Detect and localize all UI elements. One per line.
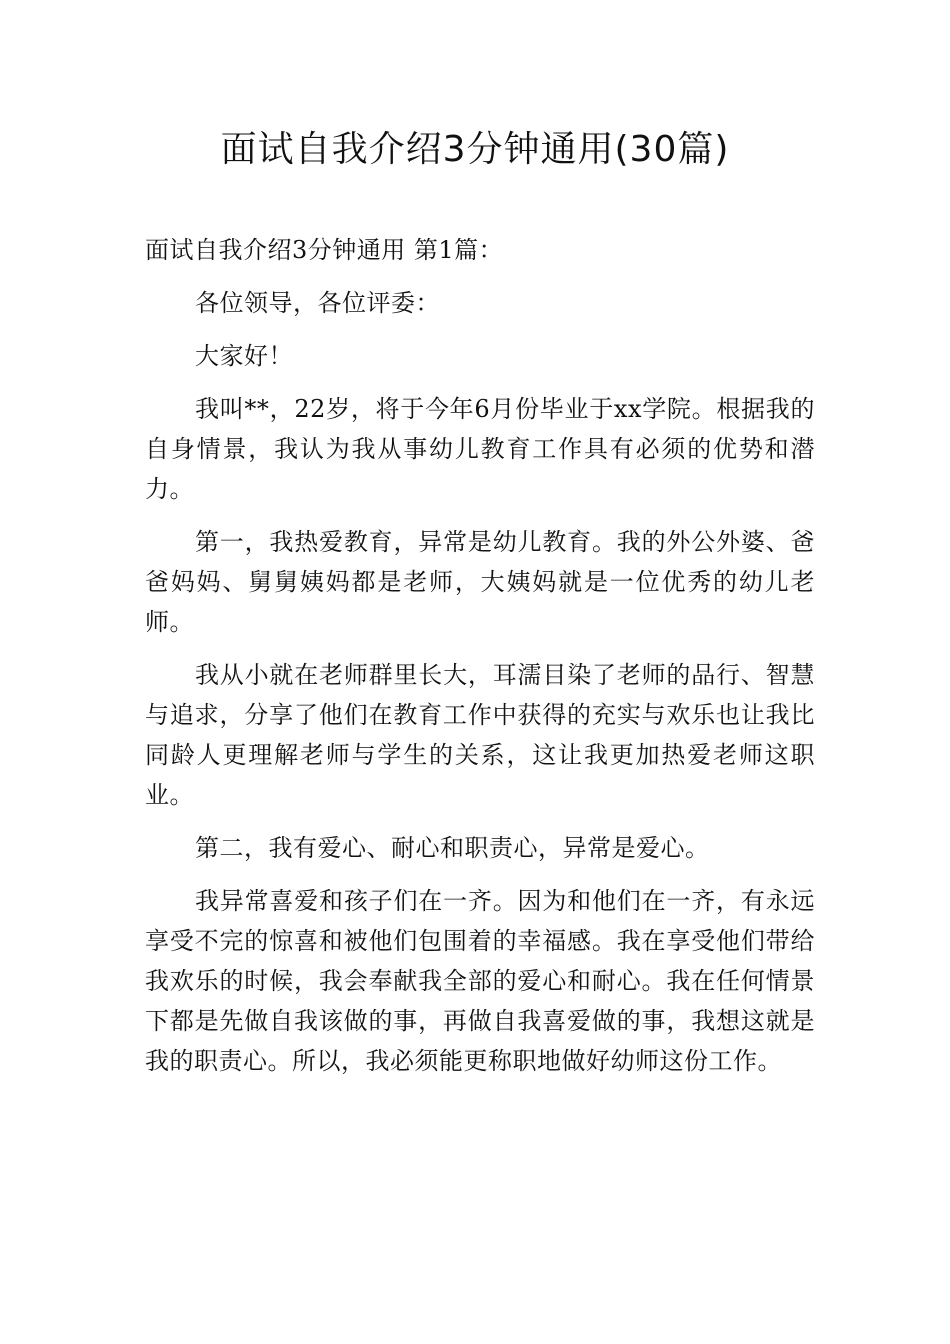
- salutation-paragraph: 各位领导，各位评委：: [195, 289, 440, 317]
- intro-paragraph: 我叫**，22岁，将于今年6月份毕业于xx学院。根据我的自身情景，我认为我从事幼儿教育工作具有必须的优势和潜力。: [145, 395, 815, 503]
- document-title: 面试自我介绍3分钟通用(30篇): [220, 129, 730, 170]
- first-point-paragraph: 第一，我热爱教育，异常是幼儿教育。我的外公外婆、爸爸妈妈、舅舅姨妈都是老师，大姨妈就是一位优秀的幼儿老师。: [145, 528, 815, 636]
- document-body: [145, 230, 815, 1081]
- section-heading: 面试自我介绍3分钟通用 第1篇：: [145, 236, 504, 264]
- upbringing-paragraph: 我从小就在老师群里长大，耳濡目染了老师的品行、智慧与追求，分享了他们在教育工作中获得的充实与欢乐也让我比同龄人更理解老师与学生的关系，这让我更加热爱老师这职业。: [145, 661, 815, 809]
- second-point-paragraph: 第二，我有爱心、耐心和职责心，异常是爱心。: [195, 834, 710, 862]
- greeting-paragraph: 大家好！: [195, 342, 293, 370]
- love-children-paragraph: 我异常喜爱和孩子们在一齐。因为和他们在一齐，有永远享受不完的惊喜和被他们包围着的幸福感。我在享受他们带给我欢乐的时候，我会奉献我全部的爱心和耐心。我在任何情景下都是先做自我该做的事，再做自我喜爱做的事，我想这就是我的职责心。所以，我必须能更称职地做好幼师这份工作。: [145, 887, 815, 1075]
